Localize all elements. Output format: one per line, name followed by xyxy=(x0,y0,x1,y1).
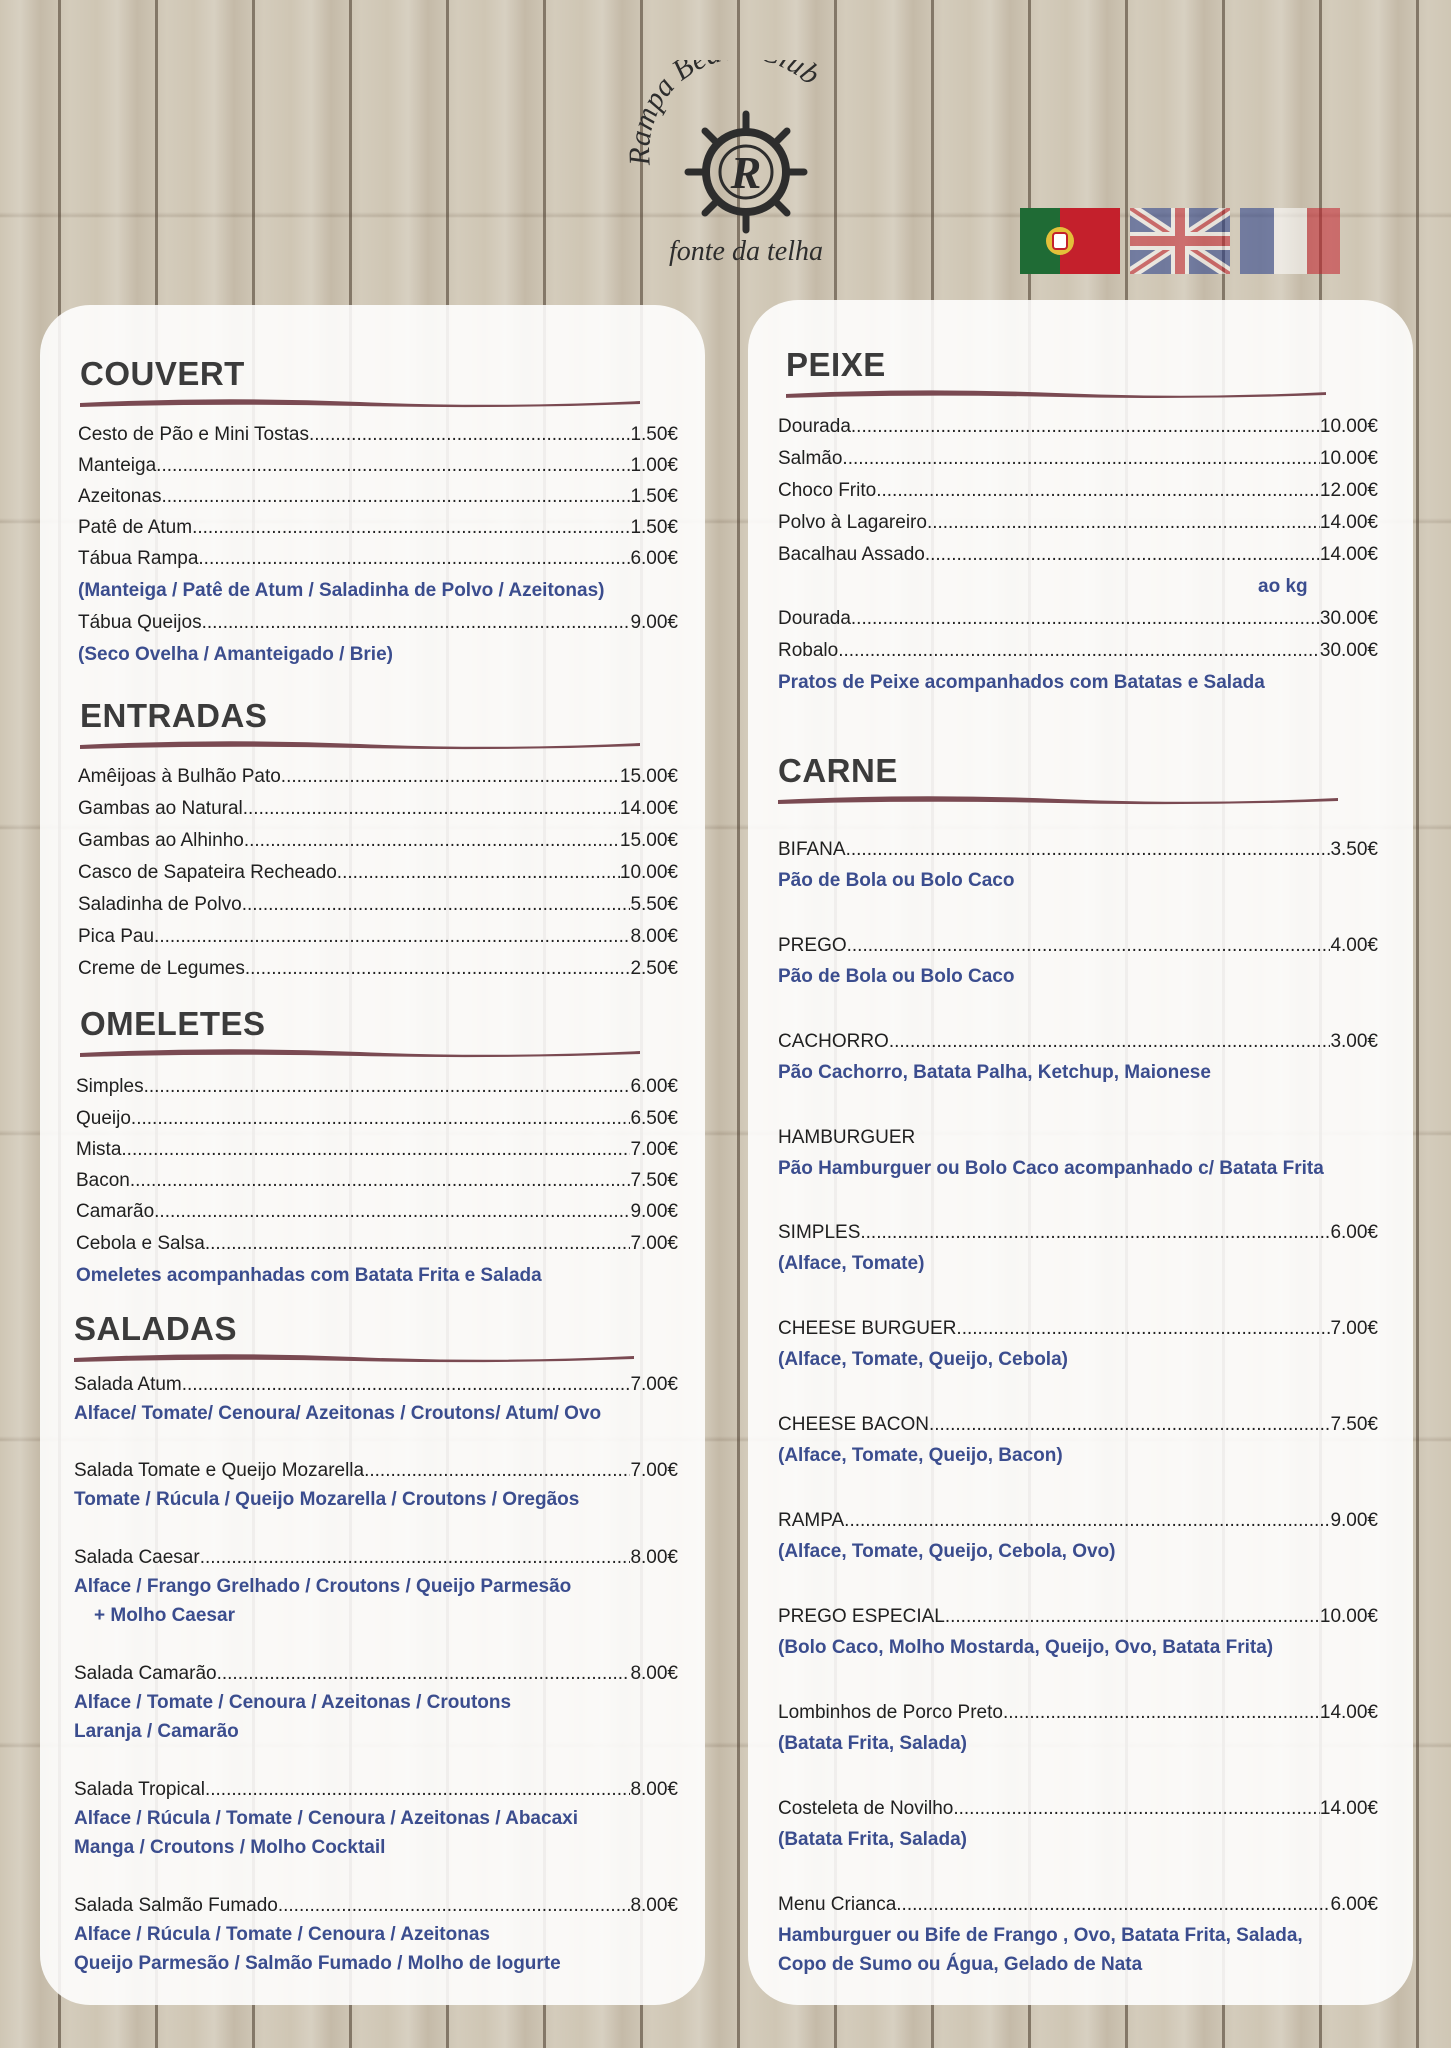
list-item: Polvo à Lagareiro ..... 14.00€ xyxy=(778,511,1378,535)
list-item: Robalo ..... 30.00€ xyxy=(778,639,1378,663)
list-item: Camarão ..... 9.00€ xyxy=(76,1200,678,1224)
list-item: Cesto de Pão e Mini Tostas ..... 1.50€ xyxy=(78,423,678,447)
section-title: SALADAS xyxy=(74,1310,238,1347)
item-description: Pão Hamburguer ou Bolo Caco acompanhado c/ Batata Frita xyxy=(778,1158,1324,1179)
list-item: Costeleta de Novilho ..... 14.00€ xyxy=(778,1797,1378,1821)
item-description: Manga / Croutons / Molho Cocktail xyxy=(74,1837,386,1858)
list-item: Pica Pau ..... 8.00€ xyxy=(78,925,678,949)
svg-text:R: R xyxy=(730,147,762,198)
list-item: Salada Caesar ..... 8.00€ xyxy=(74,1546,678,1570)
list-item: Cebola e Salsa ..... 7.00€ xyxy=(76,1232,678,1256)
brand-logo xyxy=(628,60,858,270)
item-description: (Batata Frita, Salada) xyxy=(778,1829,967,1850)
item-description: Pão Cachorro, Batata Palha, Ketchup, Maionese xyxy=(778,1062,1211,1083)
list-item: Creme de Legumes ..... 2.50€ xyxy=(78,957,678,981)
list-item: CHEESE BURGUER ..... 7.00€ xyxy=(778,1317,1378,1341)
list-item: Dourada ..... 30.00€ xyxy=(778,607,1378,631)
item-description: Tomate / Rúcula / Queijo Mozarella / Croutons / Oregãos xyxy=(74,1489,580,1510)
section-entradas xyxy=(80,697,680,753)
list-item: Bacon ..... 7.50€ xyxy=(76,1169,678,1193)
section-saladas xyxy=(74,1310,674,1366)
list-item: Choco Frito ..... 12.00€ xyxy=(778,479,1378,503)
section-note: Omeletes acompanhadas com Batata Frita e Salada xyxy=(76,1265,542,1286)
item-description: Alface / Rúcula / Tomate / Cenoura / Azeitonas xyxy=(74,1924,490,1945)
list-item: Gambas ao Alhinho ..... 15.00€ xyxy=(78,829,678,853)
list-item: Salada Salmão Fumado ..... 8.00€ xyxy=(74,1894,678,1918)
list-item: Patê de Atum ..... 1.50€ xyxy=(78,516,678,540)
item-description: (Bolo Caco, Molho Mostarda, Queijo, Ovo, Batata Frita) xyxy=(778,1637,1274,1658)
list-item: Salada Atum ..... 7.00€ xyxy=(74,1373,678,1397)
item-description: Pão de Bola ou Bolo Caco xyxy=(778,870,1015,891)
item-description: Queijo Parmesão / Salmão Fumado / Molho de Iogurte xyxy=(74,1953,561,1974)
menu-panel-left xyxy=(40,305,705,2005)
item-description: (Alface, Tomate, Queijo, Cebola) xyxy=(778,1349,1068,1370)
brush-stroke-icon xyxy=(80,395,640,411)
couvert-list xyxy=(78,423,678,723)
svg-text:fonte da telha: fonte da telha xyxy=(669,236,823,267)
list-item: Dourada ..... 10.00€ xyxy=(778,415,1378,439)
per-kg-label: ao kg xyxy=(1258,576,1308,597)
list-item: Tábua Queijos ..... 9.00€ xyxy=(78,611,678,635)
item-description: Alface / Frango Grelhado / Croutons / Queijo Parmesão xyxy=(74,1576,572,1597)
list-item: RAMPA ..... 9.00€ xyxy=(778,1509,1378,1533)
brush-stroke-icon xyxy=(80,1045,640,1061)
list-item: Bacalhau Assado ..... 14.00€ xyxy=(778,543,1378,567)
section-omeletes xyxy=(80,1005,680,1061)
list-item: CACHORRO ..... 3.00€ xyxy=(778,1030,1378,1054)
list-item: CHEESE BACON ..... 7.50€ xyxy=(778,1413,1378,1437)
section-title: PEIXE xyxy=(786,346,886,383)
uk-flag-icon[interactable] xyxy=(1130,208,1230,274)
brush-stroke-icon xyxy=(778,792,1338,808)
list-item: BIFANA ..... 3.50€ xyxy=(778,838,1378,862)
brush-stroke-icon xyxy=(74,1350,634,1366)
peixe-list xyxy=(778,415,1378,715)
item-description: Hamburguer ou Bife de Frango , Ovo, Batata Frita, Salada, xyxy=(778,1925,1303,1946)
item-description: + Molho Caesar xyxy=(94,1605,235,1626)
list-item: Tábua Rampa ..... 6.00€ xyxy=(78,547,678,571)
section-title: CARNE xyxy=(778,752,898,789)
list-item: Salada Tropical ..... 8.00€ xyxy=(74,1778,678,1802)
language-selector xyxy=(1020,208,1340,278)
ship-wheel-icon xyxy=(628,60,858,270)
item-description: Laranja / Camarão xyxy=(74,1721,239,1742)
item-description: (Seco Ovelha / Amanteigado / Brie) xyxy=(78,644,393,665)
list-item: Mista ..... 7.00€ xyxy=(76,1138,678,1162)
list-item: Saladinha de Polvo ..... 5.50€ xyxy=(78,893,678,917)
list-item: Menu Crianca ..... 6.00€ xyxy=(778,1893,1378,1917)
list-item: SIMPLES ..... 6.00€ xyxy=(778,1221,1378,1245)
list-item: Lombinhos de Porco Preto ..... 14.00€ xyxy=(778,1701,1378,1725)
item-description: Copo de Sumo ou Água, Gelado de Nata xyxy=(778,1954,1143,1975)
brush-stroke-icon xyxy=(786,386,1326,402)
list-item: Salada Camarão ..... 8.00€ xyxy=(74,1662,678,1686)
list-item: Queijo ..... 6.50€ xyxy=(76,1107,678,1131)
section-note: Pratos de Peixe acompanhados com Batatas e Salada xyxy=(778,672,1265,693)
section-title: OMELETES xyxy=(80,1005,266,1042)
portugal-flag-icon[interactable] xyxy=(1020,208,1120,274)
list-item: PREGO ESPECIAL ..... 10.00€ xyxy=(778,1605,1378,1629)
section-peixe xyxy=(786,346,1386,402)
omeletes-list xyxy=(76,1075,678,1305)
list-item: Salada Tomate e Queijo Mozarella ..... 7.00€ xyxy=(74,1459,678,1483)
item-description: (Alface, Tomate) xyxy=(778,1253,925,1274)
france-flag-icon[interactable] xyxy=(1240,208,1340,274)
item-description: (Alface, Tomate, Queijo, Cebola, Ovo) xyxy=(778,1541,1116,1562)
entradas-list xyxy=(78,765,678,985)
menu-panel-right xyxy=(748,300,1413,2005)
item-description: Alface/ Tomate/ Cenoura/ Azeitonas / Croutons/ Atum/ Ovo xyxy=(74,1403,602,1424)
item-description: Alface / Rúcula / Tomate / Cenoura / Azeitonas / Abacaxi xyxy=(74,1808,578,1829)
section-couvert xyxy=(80,355,680,411)
list-item: PREGO ..... 4.00€ xyxy=(778,934,1378,958)
carne-list xyxy=(778,838,1378,1988)
item-description: Alface / Tomate / Cenoura / Azeitonas / Croutons xyxy=(74,1692,512,1713)
section-title: ENTRADAS xyxy=(80,697,268,734)
section-title: COUVERT xyxy=(80,355,245,392)
list-item: Salmão ..... 10.00€ xyxy=(778,447,1378,471)
brush-stroke-icon xyxy=(80,737,640,753)
list-item: HAMBURGUER xyxy=(778,1127,916,1148)
item-description: (Batata Frita, Salada) xyxy=(778,1733,967,1754)
item-description: (Manteiga / Patê de Atum / Saladinha de Polvo / Azeitonas) xyxy=(78,580,605,601)
saladas-list xyxy=(74,1373,678,1993)
list-item: Simples ..... 6.00€ xyxy=(76,1075,678,1099)
item-description: (Alface, Tomate, Queijo, Bacon) xyxy=(778,1445,1063,1466)
section-carne xyxy=(778,752,1378,808)
list-item: Casco de Sapateira Recheado ..... 10.00€ xyxy=(78,861,678,885)
list-item: Amêijoas à Bulhão Pato ..... 15.00€ xyxy=(78,765,678,789)
svg-text:Rampa Beach Club: mpa B ub xyxy=(628,60,827,135)
item-description: Pão de Bola ou Bolo Caco xyxy=(778,966,1015,987)
list-item: Azeitonas ..... 1.50€ xyxy=(78,485,678,509)
list-item: Manteiga ..... 1.00€ xyxy=(78,454,678,478)
list-item: Gambas ao Natural ..... 14.00€ xyxy=(78,797,678,821)
